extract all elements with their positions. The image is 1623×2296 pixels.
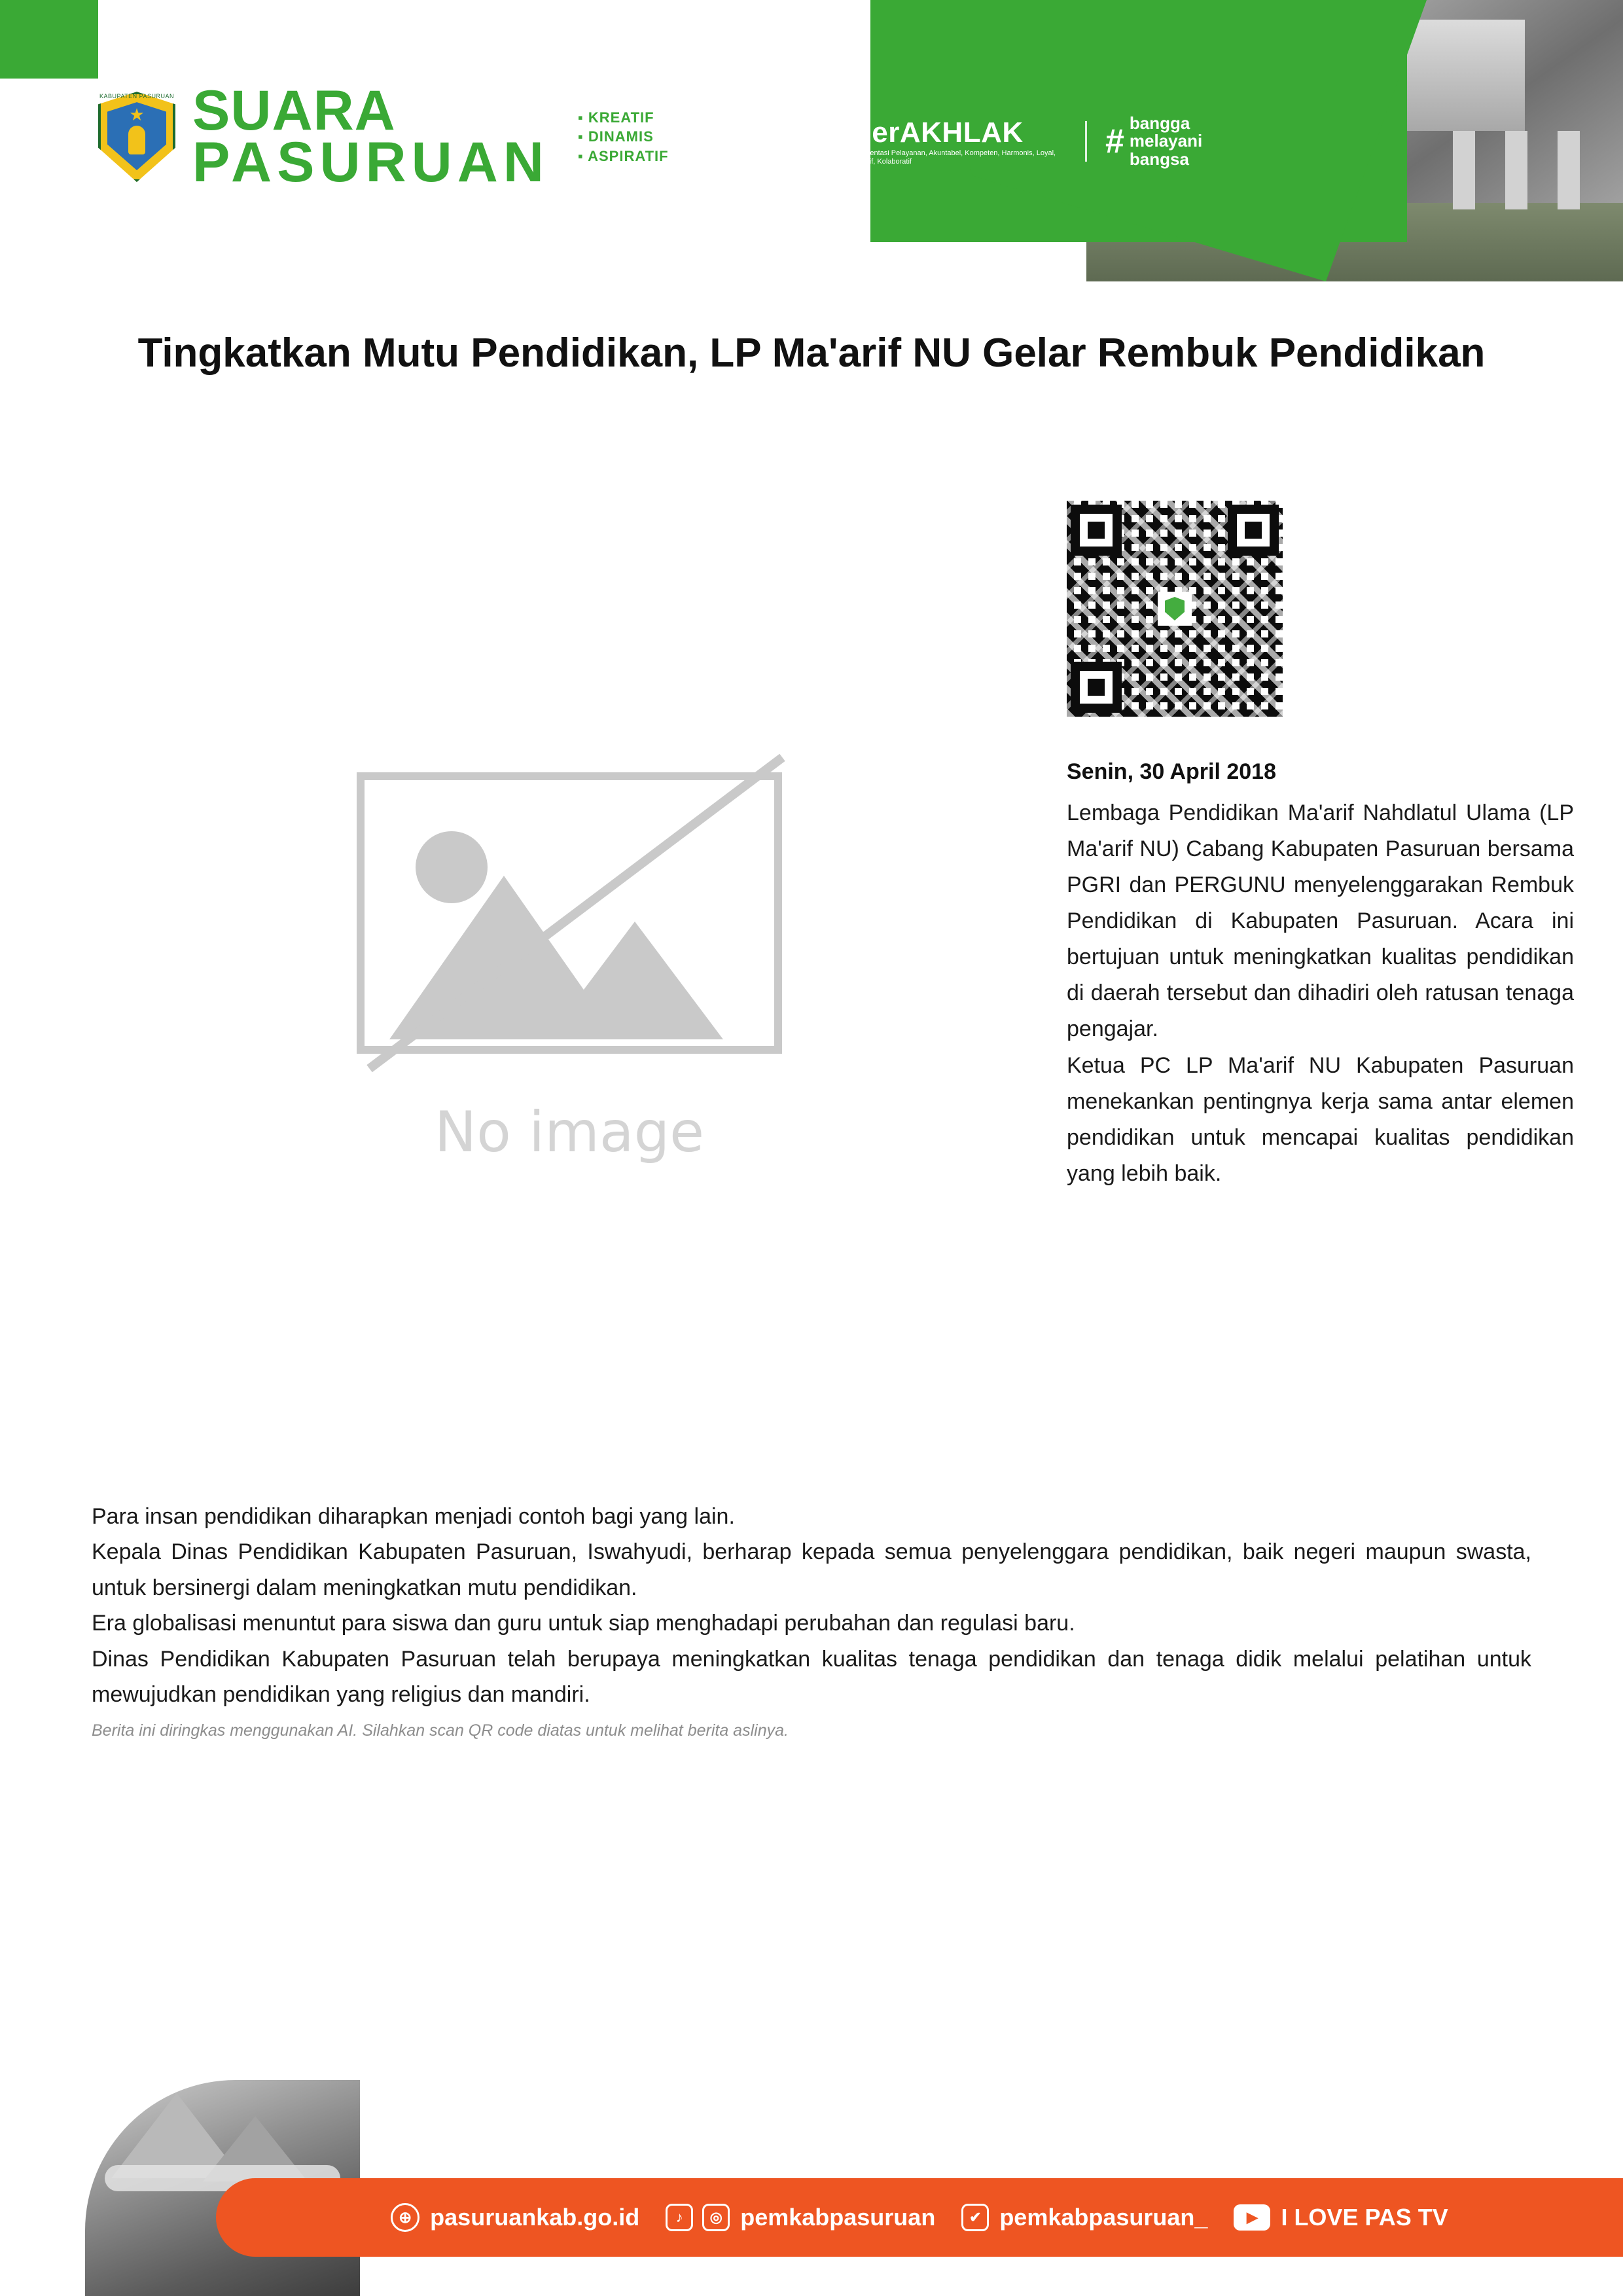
brand-wordmark <box>192 79 549 194</box>
header-white-band-top <box>98 0 870 92</box>
bangga-line-1: bangga <box>1129 113 1190 133</box>
ai-disclaimer: Berita ini diringkas menggunakan AI. Silahkan scan QR code diatas untuk melihat berita aslinya. <box>92 1721 789 1740</box>
footer-youtube[interactable] <box>1234 2204 1448 2231</box>
bangga-line-2: melayani <box>1129 131 1203 151</box>
youtube-icon[interactable]: ▶ <box>1234 2204 1270 2231</box>
qr-center-logo-icon <box>1158 592 1192 626</box>
article-image-placeholder <box>308 674 831 1217</box>
bangga-melayani-bangsa-lockup <box>1105 115 1202 168</box>
article-right-column <box>1067 759 1574 1192</box>
tagline-3: ▪ ASPIRATIF <box>578 147 669 166</box>
article-paragraph: Ketua PC LP Ma'arif NU Kabupaten Pasuruan menekankan pentingnya kerja sama antar elemen pendidikan untuk mencapai kualitas pendidikan yang lebih baik. <box>1067 1052 1574 1186</box>
qr-eye-bottom-left <box>1071 662 1122 713</box>
footer-social-2[interactable] <box>961 2204 1207 2231</box>
no-image-label: No image <box>434 1100 705 1165</box>
brand-taglines <box>578 108 669 166</box>
tagline-1: ▪ KREATIF <box>578 108 669 128</box>
footer-youtube-label: I LOVE PAS TV <box>1281 2204 1448 2231</box>
qr-code[interactable] <box>1067 501 1283 717</box>
brand-line-1: SUARA <box>192 79 396 142</box>
hash-icon: # <box>1105 122 1124 160</box>
tiktok-icon[interactable]: ♪ <box>666 2204 693 2231</box>
qr-code-image[interactable] <box>1067 501 1283 717</box>
tagline-2: ▪ DINAMIS <box>578 127 669 147</box>
article-paragraph: Lembaga Pendidikan Ma'arif Nahdlatul Ulama (LP Ma'arif NU) Cabang Kabupaten Pasuruan bersama PGRI dan PERGUNU menyelenggarakan Rembuk Pendidikan di Kabupaten Pasuruan. Acara ini bertujuan untuk meningkatkan kualitas pendidikan di daerah tersebut dan dihadiri oleh ratusan tenaga pengajar. <box>1067 800 1574 1042</box>
brand-line-2: PASURUAN <box>192 131 549 194</box>
article-paragraph: Para insan pendidikan diharapkan menjadi contoh bagi yang lain. <box>92 1504 735 1529</box>
footer-social-handle-1: pemkabpasuruan <box>740 2204 936 2231</box>
kabupaten-pasuruan-crest-icon: KABUPATEN PASURUAN ★ <box>98 92 175 182</box>
berakhlak-subtitle: Berorientasi Pelayanan, Akuntabel, Kompeten, Harmonis, Loyal, Adaptif, Kolaboratif <box>851 149 1056 166</box>
footer-social-handle-2: pemkabpasuruan_ <box>999 2204 1208 2231</box>
page-header <box>0 0 1623 281</box>
berakhlak-title: BerAKHLAK <box>851 117 1024 149</box>
qr-eye-top-left <box>1071 505 1122 556</box>
footer-website-label: pasuruankab.go.id <box>430 2204 640 2231</box>
instagram-icon[interactable]: ◎ <box>702 2204 730 2231</box>
lockup-divider <box>1085 121 1087 162</box>
no-image-icon <box>330 726 808 1093</box>
qr-eye-top-right <box>1228 505 1279 556</box>
photo-pillar <box>1558 131 1580 209</box>
berakhlak-lockup <box>851 115 1202 168</box>
twitter-icon[interactable]: ✔ <box>961 2204 989 2231</box>
photo-pillar <box>1453 131 1475 209</box>
article-title: Tingkatkan Mutu Pendidikan, LP Ma'arif NU Gelar Rembuk Pendidikan <box>137 331 1486 376</box>
article-date: Senin, 30 April 2018 <box>1067 759 1276 784</box>
article-paragraph: Era globalisasi menuntut para siswa dan guru untuk siap menghadapi perubahan dan regulasi baru. <box>92 1611 1075 1636</box>
footer-social-bar <box>216 2178 1623 2257</box>
photo-pillar <box>1505 131 1527 209</box>
crest-caption: KABUPATEN PASURUAN <box>99 93 175 100</box>
footer-social-1[interactable] <box>666 2204 935 2231</box>
brand-logo-block <box>98 79 669 194</box>
footer-website[interactable] <box>391 2203 639 2232</box>
globe-icon: ⊕ <box>391 2203 419 2232</box>
article-paragraph: Kepala Dinas Pendidikan Kabupaten Pasuruan, Iswahyudi, berharap kepada semua penyelenggara pendidikan, baik negeri maupun swasta, untuk bersinergi dalam meningkatkan mutu pendidikan. <box>92 1539 1531 1600</box>
article-body <box>92 1499 1531 1740</box>
article-paragraph: Dinas Pendidikan Kabupaten Pasuruan telah berupaya meningkatkan kualitas tenaga pendidikan dan tenaga didik melalui pelatihan untuk mewujudkan pendidikan yang religius dan mandiri. <box>92 1646 1531 1707</box>
page-footer <box>0 2080 1623 2296</box>
bangga-line-3: bangsa <box>1129 149 1189 169</box>
